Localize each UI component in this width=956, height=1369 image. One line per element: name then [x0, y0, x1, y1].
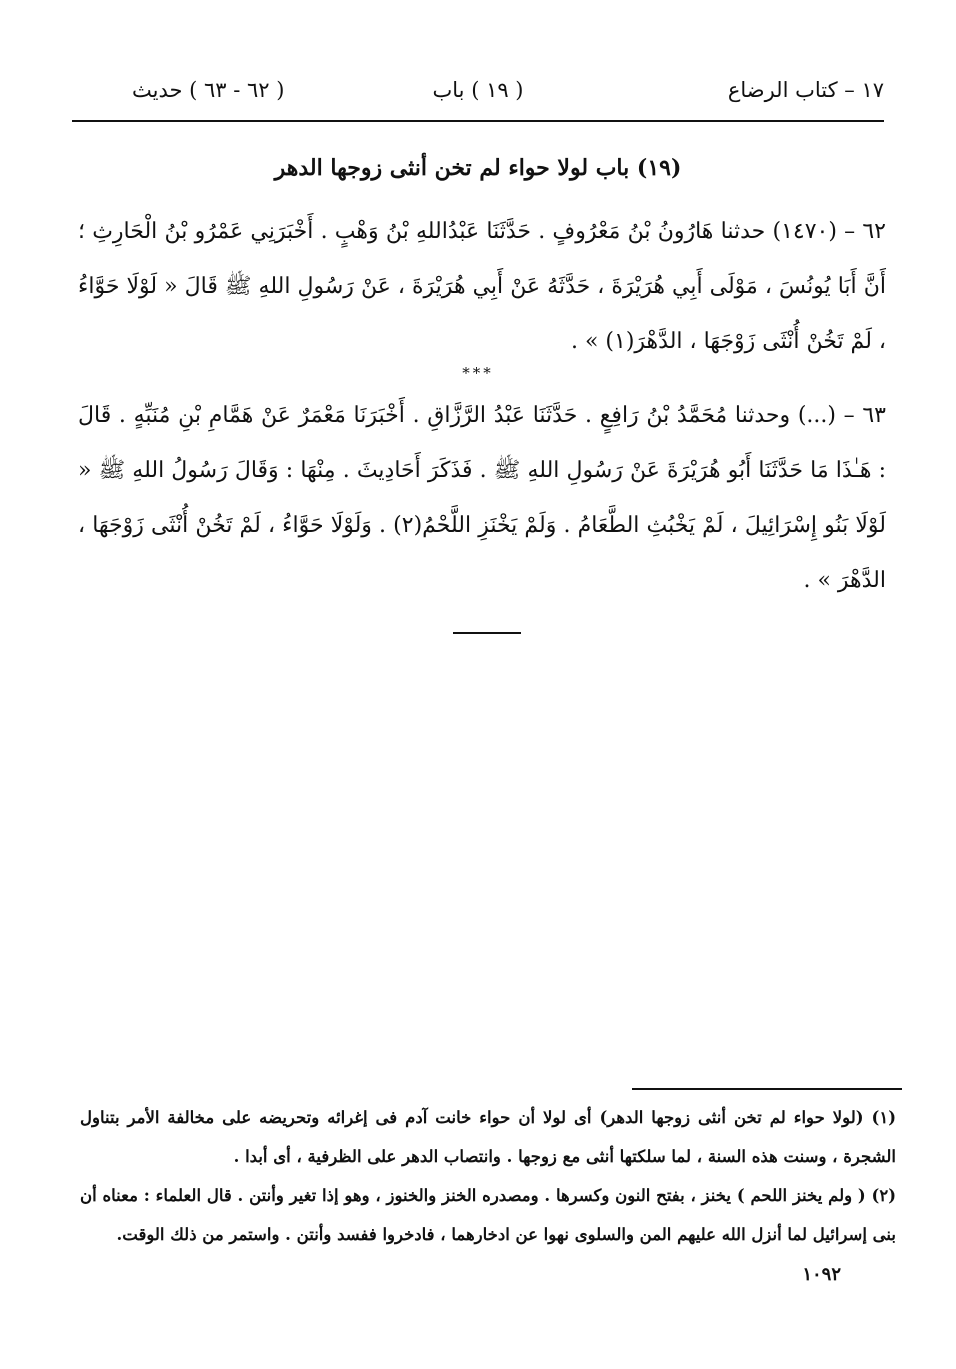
end-of-text-rule [453, 632, 521, 634]
section-separator: *** [462, 364, 494, 382]
footnote-divider [632, 1088, 902, 1090]
running-header [72, 78, 884, 112]
header-book-title: ١٧ – كتاب الرضاع [727, 78, 884, 102]
footnotes [80, 1098, 896, 1254]
header-divider [72, 120, 884, 122]
hadith-63: ٦٣ – (...) وحدثنا مُحَمَّدُ بْنُ رَافِعٍ . حَدَّثَنَا عَبْدُ الرَّزَّاقِ . أَخْبَرَنَا مَعْمَرٌ عَنْ هَمَّامِ بْنِ مُنَبِّهٍ . قَالَ : هَـٰذَا مَا حَدَّثَنَا أَبُو هُرَيْرَةَ عَنْ رَسُولِ اللهِ ﷺ . فَذَكَرَ أَحَادِيثَ . مِنْهَا : وَقَالَ رَسُولُ اللهِ ﷺ « لَوْلَا بَنُو إِسْرَائِيلَ ، لَمْ يَخْبُثِ الطَّعَامُ . وَلَمْ يَخْنَزِ اللَّحْمُ(٢) . وَلَوْلَا حَوَّاءُ ، لَمْ تَخُنْ أُنْثَى زَوْجَهَا ، الدَّهْرَ » . [78, 403, 887, 593]
header-hadith-range: ( ٦٢ - ٦٣ ) حديث [132, 78, 285, 102]
hadith-62: ٦٢ – (١٤٧٠) حدثنا هَارُونُ بْنُ مَعْرُوفٍ . حَدَّثَنَا عَبْدُاللهِ بْنُ وَهْبٍ . أَخْبَرَنِي عَمْرُو بْنُ الْحَارِثِ ؛ أَنَّ أَبَا يُونُسَ ، مَوْلَى أَبِي هُرَيْرَةَ ، حَدَّثَهُ عَنْ أَبِي هُرَيْرَةَ ، عَنْ رَسُولِ اللهِ ﷺ قَالَ « لَوْلَا حَوَّاءُ ، لَمْ تَخُنْ أُنْثَى زَوْجَهَا ، الدَّهْرَ(١) » . [78, 219, 886, 354]
chapter-title: (١٩) باب لولا حواء لم تخن أنثى زوجها الدهر [274, 155, 682, 181]
footnote-1: (١) (لولا حواء لم تخن أنثى زوجها الدهر) أى لولا أن حواء خانت آدم فى إغرائه وتحريضه على مخالفة الأمر بتناول الشجرة ، وسنت هذه السنة ، لما سلكتها أنثى مع زوجها . وانتصاب الدهر على الظرفية ، أى أبدا . [80, 1108, 896, 1166]
page-number: ١٠٩٢ [802, 1264, 841, 1285]
footnote-2: (٢) ( ولم يخنز اللحم ) يخنز ، بفتح النون وكسرها . ومصدره الخنز والخنوز ، وهو إذا تغير وأنتن . قال العلماء : معناه أن بنى إسرائيل لما أنزل الله عليهم المن والسلوى نهوا عن ادخارهما ، فادخروا ففسد وأنتن . واستمر من ذلك الوقت. [80, 1186, 896, 1244]
header-chapter-number: ( ١٩ ) باب [432, 78, 524, 102]
